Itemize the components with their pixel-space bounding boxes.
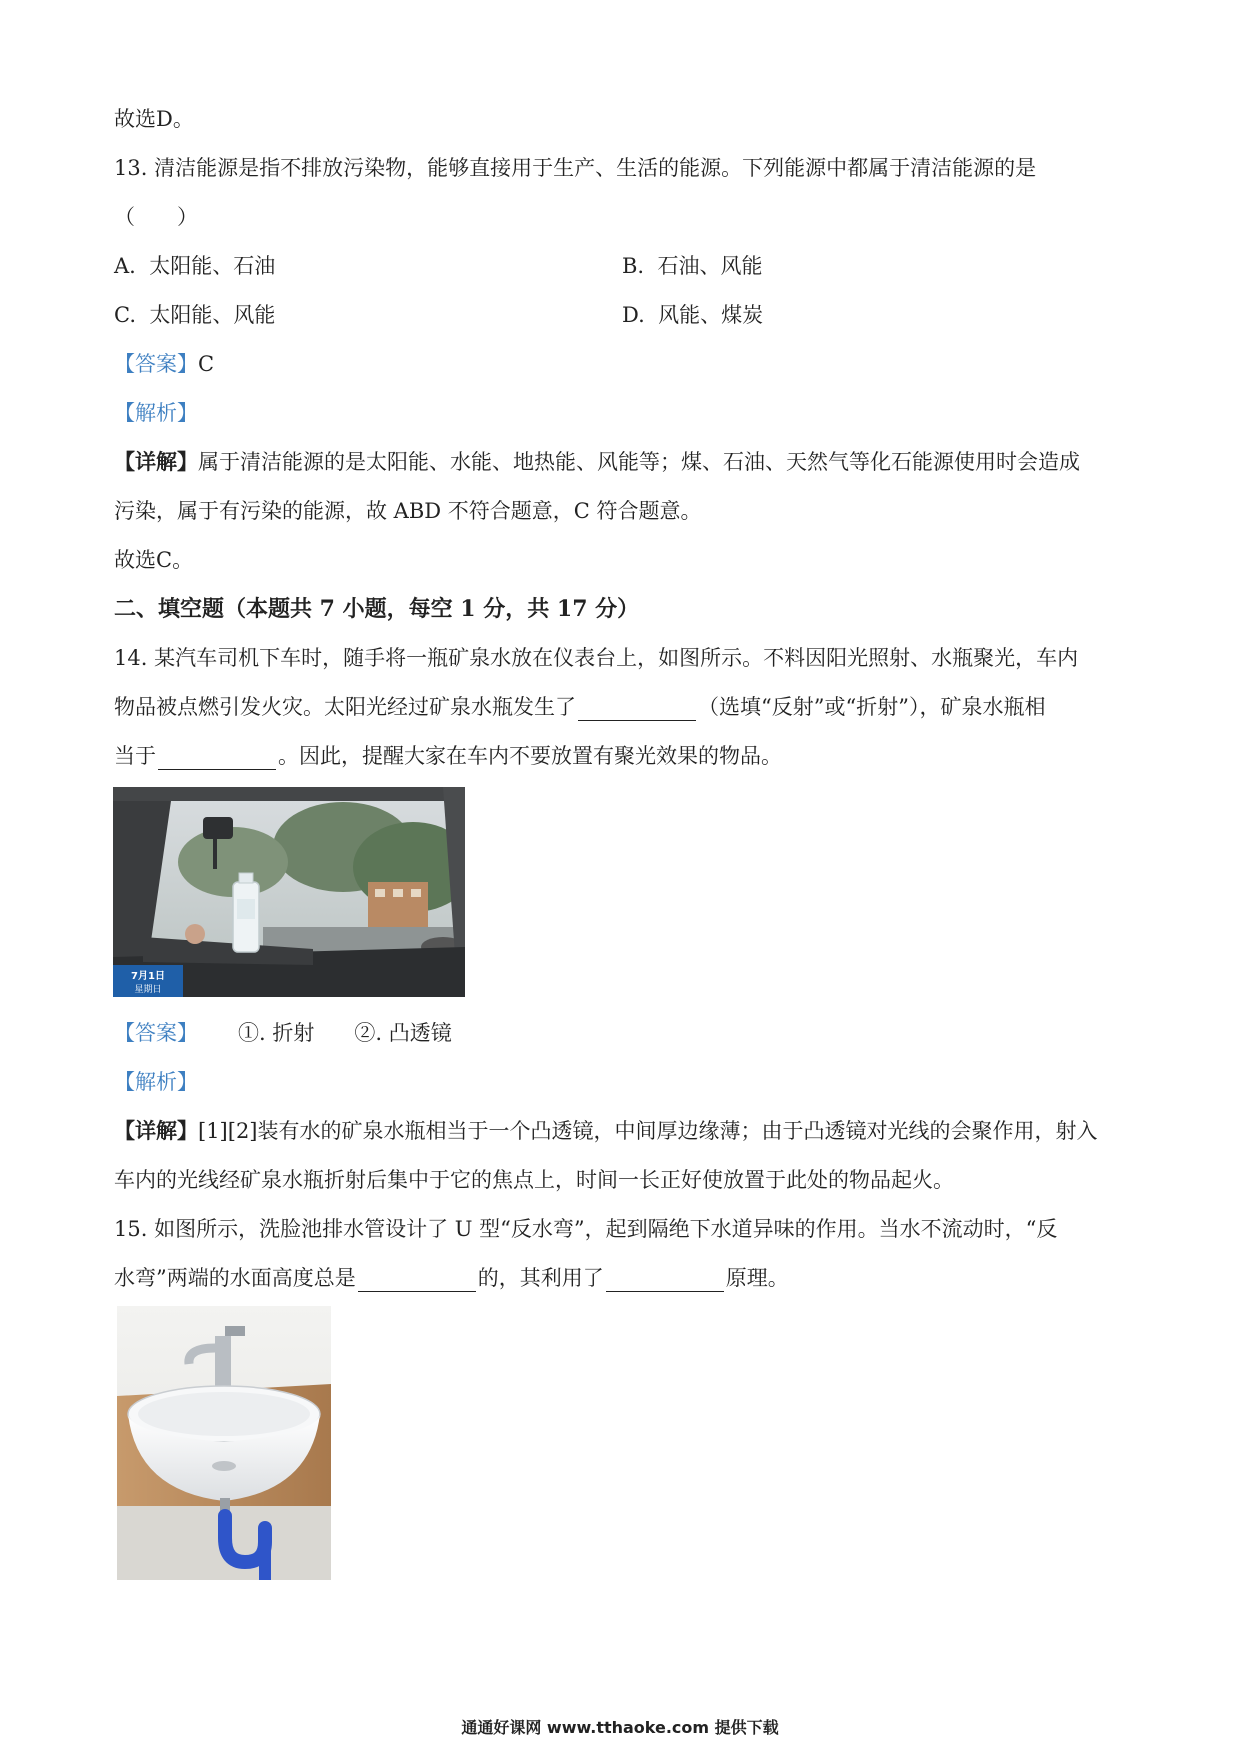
option-label: B. <box>622 254 645 278</box>
text-segment: 。因此，提醒大家在车内不要放置有聚光效果的物品。 <box>278 744 782 768</box>
text-segment: 原理。 <box>725 1266 789 1290</box>
q14-line-2 <box>114 693 1045 721</box>
text-segment: 水弯”两端的水面高度总是 <box>114 1266 356 1290</box>
q14-detail-line-2: 车内的光线经矿泉水瓶折射后集中于它的焦点上，时间一长正好使放置于此处的物品起火。 <box>114 1168 954 1192</box>
option-label: C. <box>114 303 136 327</box>
q15-line-2 <box>114 1264 789 1292</box>
q15-line-1: 15. 如图所示，洗脸池排水管设计了 U 型“反水弯”，起到隔绝下水道异味的作用。当水不流动时，“反 <box>114 1217 1058 1241</box>
q13-analysis-tag: 【解析】 <box>114 401 198 425</box>
q14-detail-line-1 <box>114 1117 1098 1145</box>
option-text: 太阳能、风能 <box>149 303 276 327</box>
q13-stem: 13. 清洁能源是指不排放污染物，能够直接用于生产、生活的能源。下列能源中都属于清洁能源的是 <box>114 156 1037 180</box>
q13-paren: （ ） <box>114 205 198 229</box>
car-dashboard-illustration <box>113 787 465 997</box>
detail-text: 属于清洁能源的是太阳能、水能、地热能、风能等；煤、石油、天然气等化石能源使用时会造成 <box>198 450 1080 474</box>
photo-weekday: 星期日 <box>134 985 162 995</box>
detail-tag: 【详解】 <box>114 449 198 474</box>
q13-answer <box>114 350 214 378</box>
q14-line-3 <box>114 742 782 770</box>
q13-option-c <box>114 301 275 329</box>
text-segment: 当于 <box>114 744 156 768</box>
q13-detail-line-2: 污染，属于有污染的能源，故 ABD 不符合题意，C 符合题意。 <box>114 499 702 523</box>
q13-option-b <box>622 252 762 280</box>
detail-text: [1][2]装有水的矿泉水瓶相当于一个凸透镜，中间厚边缘薄；由于凸透镜对光线的会聚作用，射入 <box>198 1119 1098 1143</box>
option-label: A. <box>114 254 136 278</box>
q14-line-1: 14. 某汽车司机下车时，随手将一瓶矿泉水放在仪表台上，如图所示。不料因阳光照射、水瓶聚光，车内 <box>114 646 1079 670</box>
fill-blank-1[interactable] <box>358 1269 476 1292</box>
car-dashboard-photo <box>113 787 465 997</box>
option-text: 风能、煤炭 <box>658 303 764 327</box>
detail-tag: 【详解】 <box>114 1118 198 1143</box>
sink-photo <box>117 1306 331 1580</box>
answer-1: ①. 折射 <box>238 1021 315 1045</box>
fill-blank-2[interactable] <box>158 747 276 770</box>
photo-date: 7月1日 <box>131 971 165 982</box>
fill-blank-1[interactable] <box>578 698 696 721</box>
q13-detail-line-1 <box>114 448 1080 476</box>
text-segment: 物品被点燃引发火灾。太阳光经过矿泉水瓶发生了 <box>114 695 576 719</box>
option-text: 太阳能、石油 <box>149 254 276 278</box>
fill-blank-2[interactable] <box>606 1269 724 1292</box>
sink-illustration <box>117 1306 331 1580</box>
option-label: D. <box>622 303 645 327</box>
q14-answer <box>114 1019 452 1047</box>
text-segment: （选填“反射”或“折射”），矿泉水瓶相 <box>698 695 1046 719</box>
page-footer: 通通好课网 www.tthaoke.com 提供下载 <box>461 1718 779 1737</box>
q13-conclusion: 故选C。 <box>114 548 194 572</box>
q13-option-d <box>622 301 763 329</box>
text-segment: 的，其利用了 <box>477 1266 604 1290</box>
section-heading: 二、填空题（本题共 7 小题，每空 1 分，共 17 分） <box>114 596 640 622</box>
answer-tag: 【答案】 <box>114 1021 198 1045</box>
answer-tag: 【答案】 <box>114 352 198 376</box>
answer-2: ②. 凸透镜 <box>354 1021 452 1045</box>
q13-option-a <box>114 252 275 280</box>
q14-analysis-tag: 【解析】 <box>114 1070 198 1094</box>
answer-value: C <box>198 352 215 376</box>
prev-conclusion: 故选D。 <box>114 107 194 131</box>
option-text: 石油、风能 <box>657 254 763 278</box>
